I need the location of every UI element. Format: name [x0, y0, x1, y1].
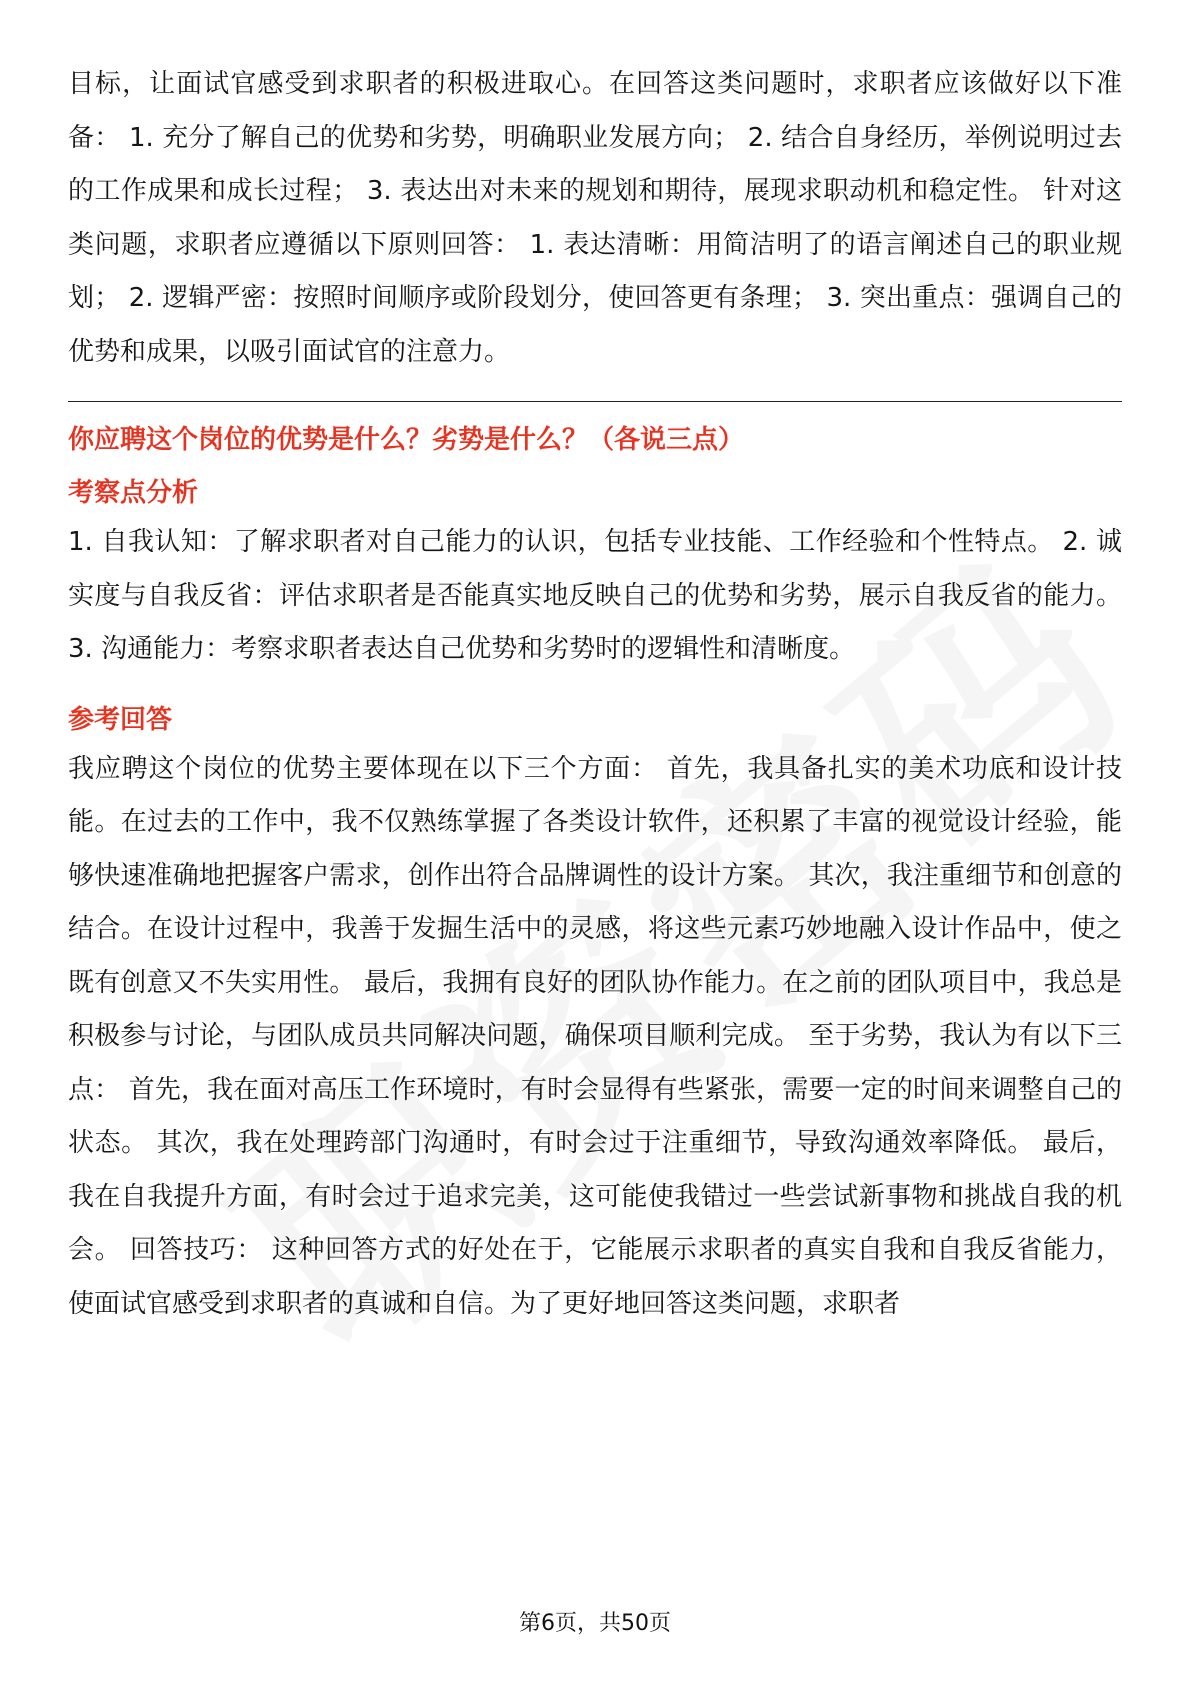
document-page: [68, 58, 1122, 1331]
section-divider: [68, 401, 1122, 402]
question-heading: 你应聘这个岗位的优势是什么？劣势是什么？（各说三点）: [68, 425, 745, 455]
answer-body: 我应聘这个岗位的优势主要体现在以下三个方面： 首先，我具备扎实的美术功底和设计技能。在过去的工作中，我不仅熟练掌握了各类设计软件，还积累了丰富的视觉设计经验，能够快速准确地把握客户需求，创作出符合品牌调性的设计方案。 其次，我注重细节和创意的结合。在设计过程中，我善于发掘生活中的灵感，将这些元素巧妙地融入设计作品中，使之既有创意又不失实用性。 最后，我拥有良好的团队协作能力。在之前的团队项目中，我总是积极参与讨论，与团队成员共同解决问题，确保项目顺利完成。 至于劣势，我认为有以下三点： 首先，我在面对高压工作环境时，有时会显得有些紧张，需要一定的时间来调整自己的状态。 其次，我在处理跨部门沟通时，有时会过于注重细节，导致沟通效率降低。 最后，我在自我提升方面，有时会过于追求完美，这可能使我错过一些尝试新事物和挑战自我的机会。 回答技巧： 这种回答方式的好处在于，它能展示求职者的真实自我和自我反省能力，使面试官感受到求职者的真诚和自信。为了更好地回答这类问题，求职者: [68, 753, 1122, 1319]
intro-paragraph: 目标，让面试官感受到求职者的积极进取心。在回答这类问题时，求职者应该做好以下准备： 1. 充分了解自己的优势和劣势，明确职业发展方向； 2. 结合自身经历，举例说明过去的工作成果和成长过程； 3. 表达出对未来的规划和期待，展现求职动机和稳定性。 针对这类问题，求职者应遵循以下原则回答： 1. 表达清晰：用简洁明了的语言阐述自己的职业规划； 2. 逻辑严密：按照时间顺序或阶段划分，使回答更有条理； 3. 突出重点：强调自己的优势和成果，以吸引面试官的注意力。: [68, 69, 1122, 367]
answer-title: 参考回答: [68, 704, 173, 735]
analysis-title: 考察点分析: [68, 478, 199, 508]
page-number: 第6页，共50页: [519, 1611, 671, 1636]
analysis-body: 1. 自我认知：了解求职者对自己能力的认识，包括专业技能、工作经验和个性特点。 2. 诚实度与自我反省：评估求职者是否能真实地反映自己的优势和劣势，展示自我反省的能力。 3. 沟通能力：考察求职者表达自己优势和劣势时的逻辑性和清晰度。: [68, 527, 1122, 664]
